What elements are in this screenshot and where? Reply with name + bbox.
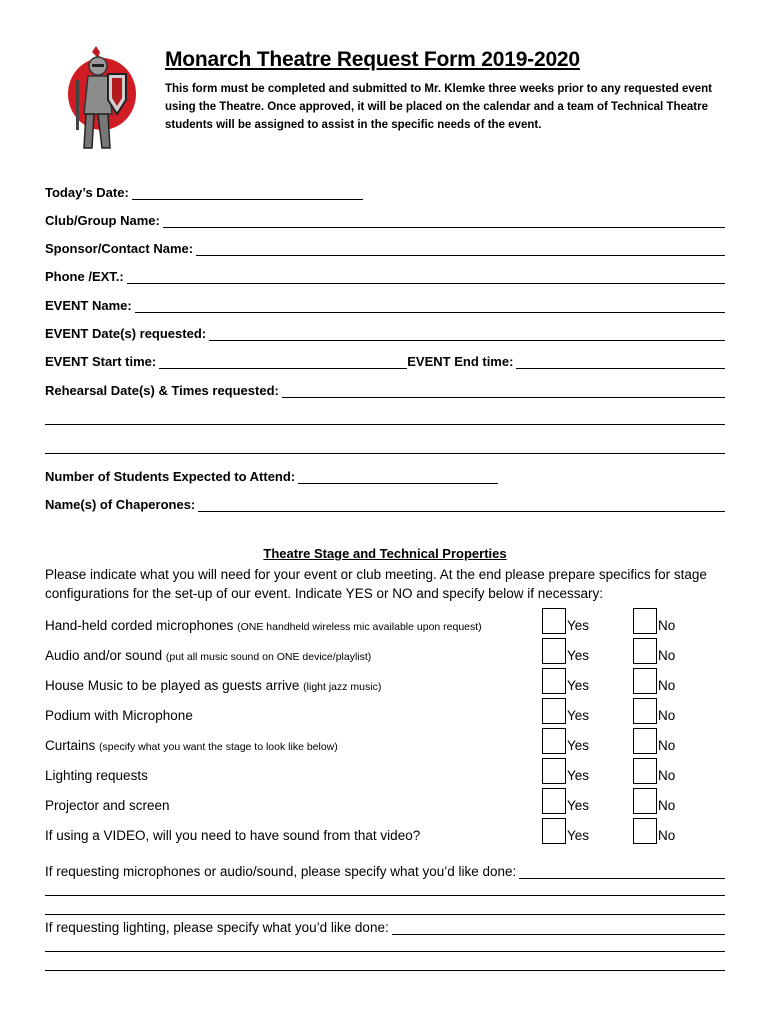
no-checkbox[interactable] — [633, 608, 657, 634]
yes-label: Yes — [567, 678, 590, 693]
property-row — [45, 732, 735, 758]
lighting-specify-label: If requesting lighting, please specify what you’d like done: — [45, 920, 389, 935]
property-label-text: Projector and screen — [45, 798, 170, 813]
property-label-text: Podium with Microphone — [45, 708, 193, 723]
no-checkbox[interactable] — [633, 818, 657, 844]
property-label — [45, 738, 338, 753]
sponsor-line[interactable] — [196, 241, 725, 256]
event-name-line[interactable] — [135, 298, 725, 313]
event-name-label: EVENT Name: — [45, 298, 132, 313]
todays-date-field[interactable] — [45, 182, 363, 200]
no-label: No — [658, 738, 676, 753]
audio-specify-field[interactable] — [45, 861, 725, 879]
lighting-specify-field[interactable] — [45, 917, 725, 935]
yes-label: Yes — [567, 738, 590, 753]
property-label — [45, 798, 170, 813]
no-checkbox[interactable] — [633, 788, 657, 814]
property-label-text: Lighting requests — [45, 768, 148, 783]
no-checkbox[interactable] — [633, 638, 657, 664]
property-row — [45, 822, 735, 848]
property-label — [45, 618, 482, 633]
yes-checkbox[interactable] — [542, 608, 566, 634]
start-time-label: EVENT Start time: — [45, 354, 157, 369]
yes-label: Yes — [567, 648, 590, 663]
property-note: (ONE handheld wireless mic available upon request) — [237, 621, 482, 633]
audio-extra-line-2[interactable] — [45, 914, 725, 915]
end-time-line[interactable] — [516, 354, 725, 369]
event-dates-label: EVENT Date(s) requested: — [45, 326, 207, 341]
yes-checkbox[interactable] — [542, 698, 566, 724]
yes-label: Yes — [567, 768, 590, 783]
yes-checkbox[interactable] — [542, 758, 566, 784]
monarch-knight-logo — [62, 44, 142, 154]
yes-label: Yes — [567, 798, 590, 813]
no-checkbox[interactable] — [633, 728, 657, 754]
rehearsal-extra-line-2[interactable] — [45, 453, 725, 454]
start-time-line[interactable] — [159, 354, 407, 369]
no-checkbox[interactable] — [633, 698, 657, 724]
yes-checkbox[interactable] — [542, 638, 566, 664]
rehearsal-extra-line-1[interactable] — [45, 424, 725, 425]
property-label-text: Audio and/or sound — [45, 648, 163, 663]
no-label: No — [658, 798, 676, 813]
audio-extra-line-1[interactable] — [45, 895, 725, 896]
yes-label: Yes — [567, 618, 590, 633]
no-label: No — [658, 828, 676, 843]
chaperones-line[interactable] — [198, 497, 725, 512]
event-times-field[interactable] — [45, 351, 725, 369]
chaperones-field[interactable] — [45, 494, 725, 512]
end-time-label: EVENT End time: — [407, 354, 514, 369]
form-title: Monarch Theatre Request Form 2019-2020 — [165, 48, 580, 71]
property-label — [45, 648, 371, 663]
property-label-text: Curtains — [45, 738, 96, 753]
club-group-field[interactable] — [45, 210, 725, 228]
no-label: No — [658, 618, 676, 633]
num-students-field[interactable] — [45, 466, 498, 484]
yes-label: Yes — [567, 828, 590, 843]
yes-checkbox[interactable] — [542, 668, 566, 694]
todays-date-line[interactable] — [132, 185, 363, 200]
no-label: No — [658, 648, 676, 663]
lighting-extra-line-2[interactable] — [45, 970, 725, 971]
property-label-text: Hand-held corded microphones — [45, 618, 234, 633]
property-note: (light jazz music) — [303, 681, 382, 693]
sponsor-field[interactable] — [45, 238, 725, 256]
instructions-text: Please indicate what you will need for your event or club meeting. At the end please prepare specifics for stage configurations for the set-up of our event. Indicate YES or NO and specify below if necessary: — [45, 567, 707, 601]
property-row — [45, 762, 735, 788]
no-label: No — [658, 768, 676, 783]
property-label-text: House Music to be played as guests arrive — [45, 678, 300, 693]
property-row — [45, 792, 735, 818]
property-label — [45, 768, 148, 783]
phone-label: Phone /EXT.: — [45, 269, 124, 284]
yes-checkbox[interactable] — [542, 818, 566, 844]
section-title: Theatre Stage and Technical Properties — [263, 546, 507, 561]
property-row — [45, 672, 735, 698]
event-dates-field[interactable] — [45, 323, 725, 341]
property-label-text: If using a VIDEO, will you need to have sound from that video? — [45, 828, 421, 843]
club-group-label: Club/Group Name: — [45, 213, 160, 228]
num-students-line[interactable] — [298, 469, 498, 484]
no-checkbox[interactable] — [633, 668, 657, 694]
property-label — [45, 678, 381, 693]
property-row — [45, 642, 735, 668]
event-dates-line[interactable] — [209, 326, 725, 341]
property-label — [45, 828, 420, 843]
yes-label: Yes — [567, 708, 590, 723]
no-checkbox[interactable] — [633, 758, 657, 784]
rehearsal-field[interactable] — [45, 380, 725, 398]
event-name-field[interactable] — [45, 295, 725, 313]
phone-line[interactable] — [127, 269, 725, 284]
rehearsal-label: Rehearsal Date(s) & Times requested: — [45, 383, 279, 398]
property-note: (specify what you want the stage to look like below) — [99, 741, 338, 753]
chaperones-label: Name(s) of Chaperones: — [45, 497, 196, 512]
num-students-label: Number of Students Expected to Attend: — [45, 469, 296, 484]
property-note: (put all music sound on ONE device/playlist) — [165, 651, 372, 663]
club-group-line[interactable] — [163, 213, 725, 228]
audio-specify-line[interactable] — [519, 864, 725, 879]
no-label: No — [658, 708, 676, 723]
property-label — [45, 708, 193, 723]
no-label: No — [658, 678, 676, 693]
form-intro: This form must be completed and submitted to Mr. Klemke three weeks prior to any requested event using the Theatre. Once approved, it will be placed on the calendar and a team of Technical Theatre students will be assigned to assist in the specific needs of the event. — [165, 83, 713, 131]
lighting-specify-line[interactable] — [392, 920, 725, 935]
property-row — [45, 612, 735, 638]
property-row — [45, 702, 735, 728]
rehearsal-line[interactable] — [282, 383, 725, 398]
yes-checkbox[interactable] — [542, 728, 566, 754]
todays-date-label: Today’s Date: — [45, 185, 129, 200]
lighting-extra-line-1[interactable] — [45, 951, 725, 952]
audio-specify-label: If requesting microphones or audio/sound, please specify what you’d like done: — [45, 864, 517, 879]
yes-checkbox[interactable] — [542, 788, 566, 814]
sponsor-label: Sponsor/Contact Name: — [45, 241, 194, 256]
phone-field[interactable] — [45, 266, 725, 284]
